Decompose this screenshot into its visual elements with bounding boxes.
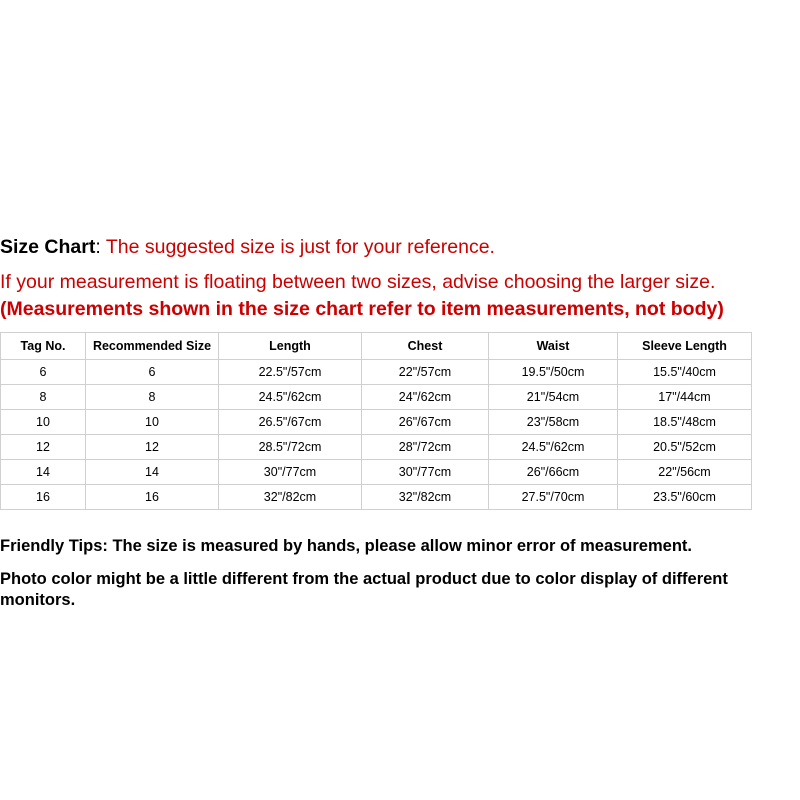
- cell-length: 32"/82cm: [219, 485, 362, 510]
- cell-recommended-size: 10: [86, 410, 219, 435]
- cell-recommended-size: 14: [86, 460, 219, 485]
- table-row: [1, 485, 752, 510]
- header-tag-no: Tag No.: [1, 333, 86, 360]
- table-row: [1, 360, 752, 385]
- cell-recommended-size: 6: [86, 360, 219, 385]
- friendly-tips: Friendly Tips: The size is measured by hands, please allow minor error of measurement.: [0, 537, 692, 555]
- cell-chest: 32"/82cm: [362, 485, 489, 510]
- cell-length: 28.5"/72cm: [219, 435, 362, 460]
- table-row: [1, 460, 752, 485]
- tips-section: [0, 536, 800, 611]
- cell-length: 22.5"/57cm: [219, 360, 362, 385]
- reference-note: The suggested size is just for your reference.: [100, 236, 495, 258]
- cell-waist: 24.5"/62cm: [489, 435, 618, 460]
- table-row: [1, 410, 752, 435]
- cell-waist: 26"/66cm: [489, 460, 618, 485]
- cell-waist: 27.5"/70cm: [489, 485, 618, 510]
- cell-sleeve-length: 17"/44cm: [618, 385, 752, 410]
- header-waist: Waist: [489, 333, 618, 360]
- size-chart-heading: [0, 234, 800, 323]
- measurement-disclaimer: (Measurements shown in the size chart refer to item measurements, not body): [0, 298, 724, 320]
- size-chart-title-line: [0, 234, 800, 261]
- cell-length: 26.5"/67cm: [219, 410, 362, 435]
- cell-waist: 19.5"/50cm: [489, 360, 618, 385]
- cell-length: 24.5"/62cm: [219, 385, 362, 410]
- cell-sleeve-length: 22"/56cm: [618, 460, 752, 485]
- cell-chest: 26"/67cm: [362, 410, 489, 435]
- cell-chest: 22"/57cm: [362, 360, 489, 385]
- header-length: Length: [219, 333, 362, 360]
- table-row: [1, 435, 752, 460]
- size-table: [0, 332, 752, 510]
- size-chart-label: Size Chart: [0, 236, 96, 258]
- cell-chest: 28"/72cm: [362, 435, 489, 460]
- cell-recommended-size: 8: [86, 385, 219, 410]
- cell-chest: 30"/77cm: [362, 460, 489, 485]
- cell-waist: 23"/58cm: [489, 410, 618, 435]
- cell-tag-no: 10: [1, 410, 86, 435]
- header-sleeve-length: Sleeve Length: [618, 333, 752, 360]
- header-recommended-size: Recommended Size: [86, 333, 219, 360]
- cell-length: 30"/77cm: [219, 460, 362, 485]
- sizing-advice: If your measurement is floating between two sizes, advise choosing the larger size.: [0, 271, 716, 293]
- cell-tag-no: 14: [1, 460, 86, 485]
- header-chest: Chest: [362, 333, 489, 360]
- cell-sleeve-length: 18.5"/48cm: [618, 410, 752, 435]
- cell-sleeve-length: 20.5"/52cm: [618, 435, 752, 460]
- photo-color-note: Photo color might be a little different from the actual product due to color display of different monitors.: [0, 570, 728, 609]
- size-chart-separator: :: [95, 236, 101, 258]
- table-header-row: [1, 333, 752, 360]
- cell-tag-no: 12: [1, 435, 86, 460]
- cell-waist: 21"/54cm: [489, 385, 618, 410]
- cell-sleeve-length: 15.5"/40cm: [618, 360, 752, 385]
- cell-sleeve-length: 23.5"/60cm: [618, 485, 752, 510]
- cell-tag-no: 16: [1, 485, 86, 510]
- cell-recommended-size: 16: [86, 485, 219, 510]
- cell-chest: 24"/62cm: [362, 385, 489, 410]
- cell-recommended-size: 12: [86, 435, 219, 460]
- cell-tag-no: 6: [1, 360, 86, 385]
- table-row: [1, 385, 752, 410]
- cell-tag-no: 8: [1, 385, 86, 410]
